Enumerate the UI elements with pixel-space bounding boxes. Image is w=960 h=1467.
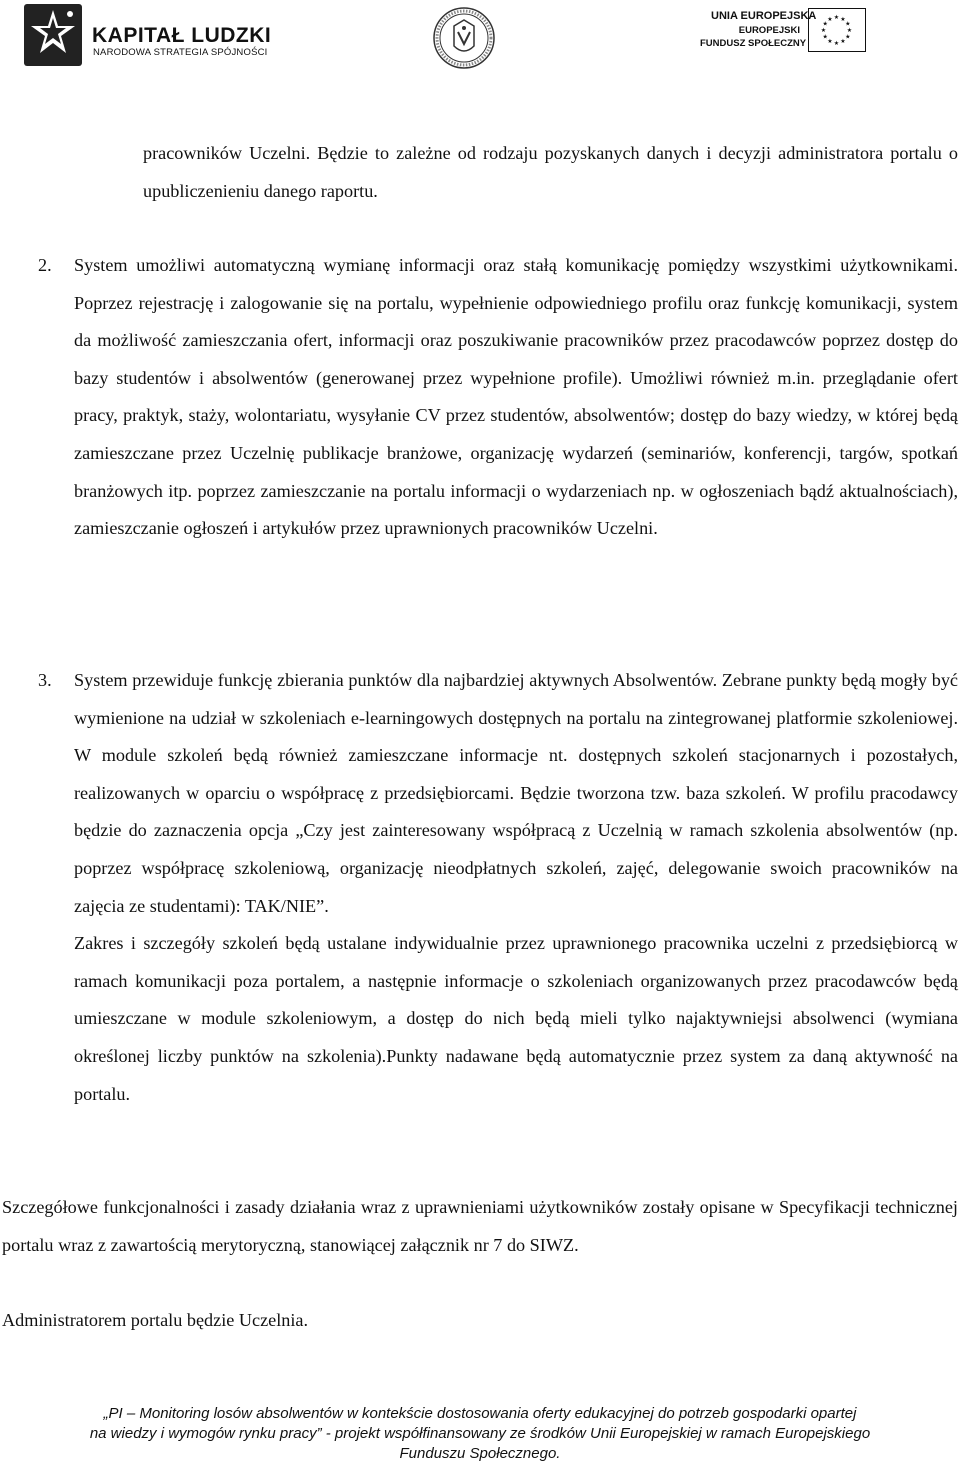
page-header bbox=[0, 0, 960, 90]
kapital-ludzki-subtitle: NARODOWA STRATEGIA SPÓJNOŚCI bbox=[93, 47, 268, 58]
svg-text:★: ★ bbox=[845, 20, 851, 28]
svg-text:★: ★ bbox=[845, 33, 851, 41]
list-item-3-text-2: Zakres i szczegóły szkoleń będą ustalane indywidualnie przez uprawnionego pracownika uczelni z przedsiębiorcą w ramach komunikacji poza portalem, a następnie informacje o szkoleniach organizowanych przez pracodawców będą umieszczane w module szkoleniowym, a dostęp do nich będą mieli tylko najaktywniejsi absolwenci (wymiana określonej liczby punktów na szkolenia).Punkty nadawane będą automatycznie przez system za daną aktywność na portalu. bbox=[74, 933, 958, 1104]
ue-subtitle-2: FUNDUSZ SPOŁECZNY bbox=[700, 38, 807, 49]
list-item-2-number: 2. bbox=[38, 255, 52, 275]
svg-text:★: ★ bbox=[833, 14, 840, 21]
svg-text:★: ★ bbox=[822, 33, 828, 41]
svg-text:★: ★ bbox=[840, 38, 846, 46]
footer-line-3: Funduszu Społecznego. bbox=[399, 1445, 561, 1462]
footer-line-2: na wiedzy i wymogów rynku pracy” - projekt współfinansowany ze środków Unii Europejskiej w ramach Europejskiego bbox=[89, 1425, 871, 1442]
kapital-ludzki-star-icon bbox=[22, 2, 84, 68]
admin-paragraph: Administratorem portalu będzie Uczelnia. bbox=[2, 1310, 309, 1330]
page-footer bbox=[0, 1404, 960, 1464]
ue-subtitle-1: EUROPEJSKI bbox=[738, 25, 800, 36]
svg-text:★: ★ bbox=[827, 38, 833, 46]
list-item-3 bbox=[38, 662, 958, 1113]
footer-line-1: „PI – Monitoring losów absolwentów w kontekście dostosowania oferty edukacyjnej do potrzeb gospodarki opartej bbox=[103, 1405, 857, 1422]
university-seal-icon bbox=[432, 2, 496, 74]
list-item-2 bbox=[38, 247, 958, 548]
list-item-2-text: System umożliwi automatyczną wymianę informacji oraz stałą komunikację pomiędzy wszystkimi użytkownikami. Poprzez rejestrację i zalogowanie się na portalu, wypełnienie odpowiedniego profilu oraz funkcję komunikacji, system da możliwość zamieszczania ofert, informacji oraz poszukiwanie pracowników przez pracodawców poprzez dostęp do bazy studentów i absolwentów (generowanej przez wypełnione profile). Umożliwi również m.in. przeglądanie ofert pracy, praktyk, staży, wolontariatu, wysyłanie CV przez studentów, absolwentów; dostęp do bazy wiedzy, w której będą zamieszczane przez Uczelnię publikacje branżowe, organizację wydarzeń (seminariów, konferencji, targów, spotkań branżowych itp. poprzez zamieszczanie na portalu informacji o wydarzeniach np. w ogłoszeniach bądź aktualnościach), zamieszczanie ogłoszeń i artykułów przez uprawnionych pracowników Uczelni. bbox=[74, 255, 958, 539]
list-item-3-number: 3. bbox=[38, 670, 52, 690]
details-paragraph: Szczegółowe funkcjonalności i zasady działania wraz z uprawnieniami użytkowników zostały opisane w Specyfikacji technicznej portalu wraz z zawartością merytoryczną, stanowiącej załącznik nr 7 do SIWZ. bbox=[2, 1197, 958, 1255]
kapital-ludzki-title: KAPITAŁ LUDZKI bbox=[92, 24, 272, 47]
svg-text:★: ★ bbox=[822, 20, 828, 28]
svg-text:★: ★ bbox=[840, 15, 846, 23]
ue-title: UNIA EUROPEJSKA bbox=[711, 10, 817, 22]
continuation-paragraph: pracowników Uczelni. Będzie to zależne od rodzaju pozyskanych danych i decyzji administratora portalu o upubliczenieniu danego raportu. bbox=[143, 143, 958, 201]
kapital-ludzki-logo bbox=[22, 2, 272, 72]
svg-text:★: ★ bbox=[833, 40, 840, 47]
eu-flag-icon bbox=[808, 8, 866, 52]
list-item-3-text: System przewiduje funkcję zbierania punktów dla najbardziej aktywnych Absolwentów. Zebrane punkty będą mogły być wymienione na udział w szkoleniach e-learningowych dostępnych na portalu na zintegrowanej platformie szkoleniowej. W module szkoleń będą również zamieszczane informacje nt. dostępnych szkoleń stacjonarnych i pozostałych, realizowanych w oparciu o współpracę z przedsiębiorcami. Będzie tworzona tzw. baza szkoleń. W profilu pracodawcy będzie do zaznaczenia opcja „Czy jest zainteresowany współpracą z Uczelnią w ramach szkolenia absolwentów (np. poprzez współpracę szkoleniową, organizację nieodpłatnych szkoleń, zajęć, delegowanie swoich pracowników na zajęcia ze studentami): TAK/NIE”. bbox=[74, 670, 958, 916]
svg-text:★: ★ bbox=[827, 15, 833, 23]
svg-text:★: ★ bbox=[846, 27, 853, 34]
university-seal-logo bbox=[432, 2, 496, 74]
svg-text:★: ★ bbox=[820, 27, 827, 34]
